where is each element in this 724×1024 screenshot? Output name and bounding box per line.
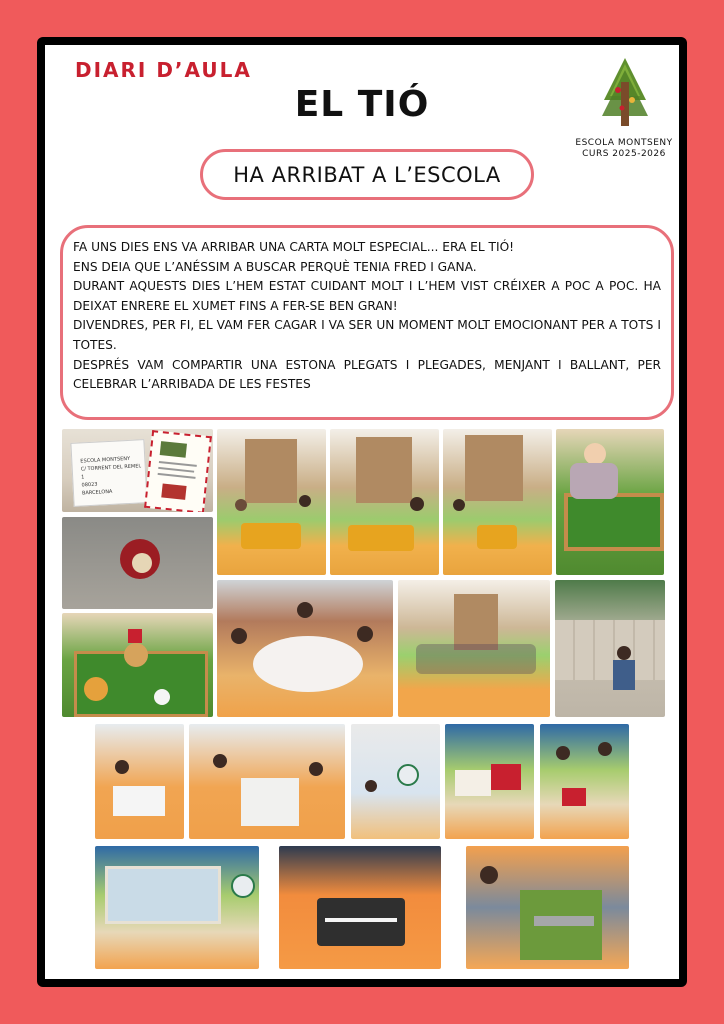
photo-letter	[62, 429, 213, 512]
school-line-year: CURS 2025-2026	[582, 149, 666, 159]
photo-tio-tray	[62, 613, 213, 717]
diari-label: DIARI D’AULA	[75, 58, 252, 82]
photo-courtyard	[555, 580, 665, 717]
envelope-line: 08023	[81, 481, 98, 489]
envelope-line: ESCOLA MONTSENY	[80, 455, 131, 465]
photo-road-mat-2	[466, 846, 629, 969]
envelope-line: BARCELONA	[81, 488, 113, 497]
letter-card	[144, 430, 212, 512]
photo-group-1	[217, 429, 326, 575]
photo-group-sitting	[398, 580, 550, 717]
photo-play-3	[351, 724, 440, 839]
subtitle-pill	[200, 149, 534, 200]
photo-play-4	[445, 724, 534, 839]
page-title: EL TIÓ	[294, 84, 430, 125]
story-box	[60, 225, 674, 420]
photo-play-5	[540, 724, 629, 839]
story-paragraph: DIVENDRES, PER FI, EL VAM FER CAGAR I VA SER UN MOMENT MOLT EMOCIONANT PER A TOTS I TOTES.	[73, 318, 661, 352]
story-paragraph: DURANT AQUESTS DIES L’HEM ESTAT CUIDANT MOLT I L’HEM VIST CRÉIXER A POC A POC. HA DEIXAT ENRERE EL XUMET FINS A FER-SE BEN GRAN!	[73, 279, 661, 313]
story-paragraph: DESPRÉS VAM COMPARTIR UNA ESTONA PLEGATS I PLEGADES, MENJANT I BALLANT, PER CELEBRAR L’ARRIBADA DE LES FESTES	[73, 357, 661, 392]
envelope	[70, 439, 147, 507]
photo-tio-ground	[62, 517, 213, 609]
photo-group-3	[443, 429, 552, 575]
story-paragraph: FA UNS DIES ENS VA ARRIBAR UNA CARTA MOLT ESPECIAL... ERA EL TIÓ!	[73, 240, 515, 254]
story-paragraph: ENS DEIA QUE L’ANÉSSIM A BUSCAR PERQUÈ TENIA FRED I GANA.	[73, 259, 477, 274]
tree-logo-icon	[598, 56, 652, 130]
photo-circle-table	[217, 580, 393, 717]
school-line-name: ESCOLA MONTSENY	[575, 138, 673, 148]
photo-mirror	[95, 846, 259, 969]
school-name	[568, 138, 680, 160]
envelope-line: C/ TORRENT DEL REMEI, 1	[80, 463, 142, 481]
subtitle-text: HA ARRIBAT A L’ESCOLA	[233, 162, 501, 187]
photo-play-2	[189, 724, 345, 839]
photo-group-2	[330, 429, 439, 575]
photo-road-mat-1	[279, 846, 441, 969]
photo-child-table	[556, 429, 664, 575]
photo-play-1	[95, 724, 184, 839]
